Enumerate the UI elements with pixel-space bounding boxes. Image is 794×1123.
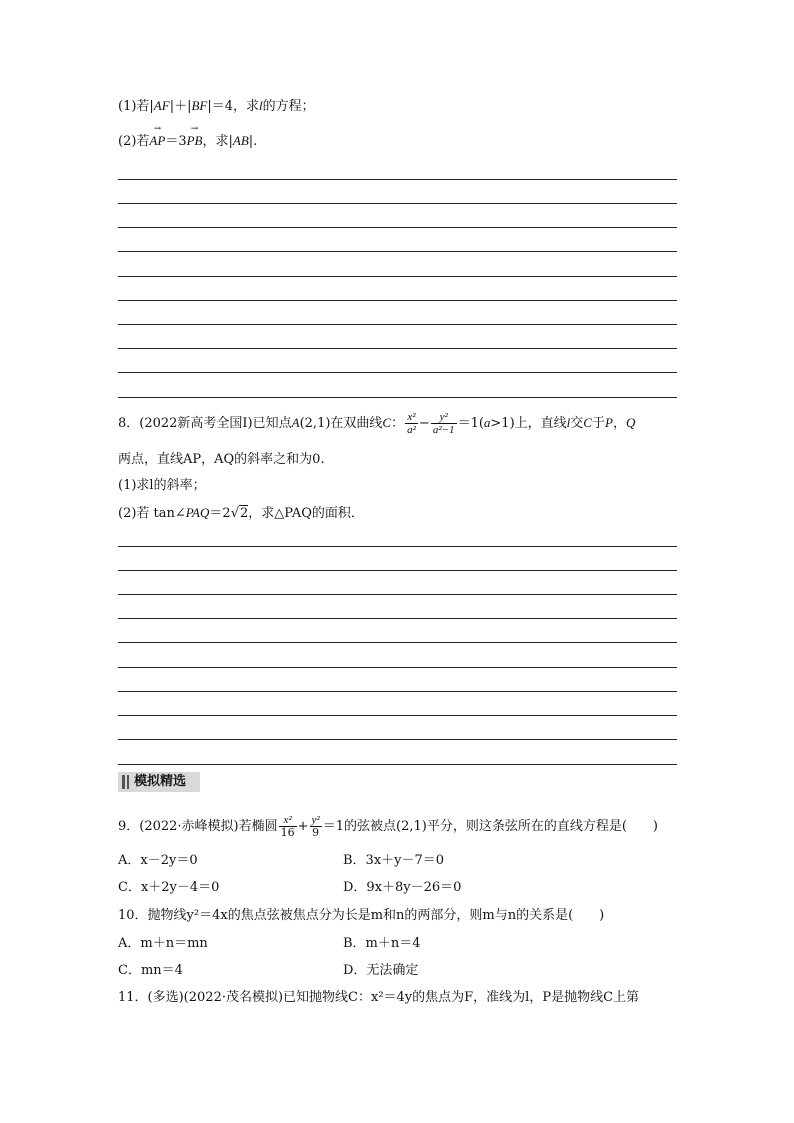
answer-line <box>118 618 677 619</box>
answer-line <box>118 348 677 349</box>
q10-option-d[interactable]: D．无法确定 <box>343 963 419 978</box>
q8-yu: 于 <box>591 416 605 431</box>
q8-a: a <box>483 415 491 430</box>
fraction-den: a² <box>407 424 416 436</box>
vector-AP <box>149 124 166 150</box>
sqrt-icon: √ <box>230 506 239 521</box>
q11-stem: 11．(多选)(2022·茂名模拟)已知抛物线C：x²＝4y的焦点为F，准线为l，P是抛物线C上第 <box>118 990 640 1005</box>
section-title-tag <box>118 772 200 792</box>
q9-stem-pre: 9．(2022·赤峰模拟)若椭圆 <box>118 819 278 834</box>
answer-line <box>118 251 677 252</box>
fraction <box>310 814 322 839</box>
q8-pt: (2,1)在双曲线 <box>299 416 383 431</box>
q8-comma: ， <box>612 416 626 431</box>
q9-stem <box>118 812 658 842</box>
section-title: 模拟精选 <box>134 774 187 789</box>
q9-option-d[interactable]: D．9x＋8y－26＝0 <box>343 880 462 895</box>
answer-line <box>118 227 677 228</box>
fraction-num: y² <box>431 411 457 424</box>
q9-option-c[interactable]: C．x＋2y－4＝0 <box>118 880 220 895</box>
section-bar-icon <box>122 775 125 789</box>
answer-line <box>118 397 677 398</box>
answer-line <box>118 739 677 740</box>
answer-line <box>118 300 677 301</box>
answer-line <box>118 570 677 571</box>
q8-line2: 两点，直线AP，AQ的斜率之和为0. <box>118 452 325 467</box>
q8-C2: C <box>583 415 592 430</box>
q8-l: l <box>566 415 571 430</box>
q8-number: 8．(2022新高考全国Ⅰ)已知点 <box>118 416 292 431</box>
fraction-den: a²−1 <box>432 424 455 436</box>
q8-line4-eq: ＝2 <box>209 506 231 521</box>
answer-line <box>118 546 677 547</box>
fraction <box>405 411 418 436</box>
q7-part1-end: 的方程； <box>262 99 315 114</box>
q7-part1 <box>118 98 315 115</box>
q10-option-b[interactable]: B．m＋n＝4 <box>343 936 421 951</box>
q8-line4-prefix: (2)若 tan∠ <box>118 506 186 521</box>
q7-part2-prefix: (2)若 <box>118 134 150 149</box>
q10-option-c[interactable]: C．mn＝4 <box>118 963 183 978</box>
fraction <box>431 411 457 436</box>
fraction-num: x² <box>279 814 297 827</box>
answer-line <box>118 324 677 325</box>
q8-Q: Q <box>625 415 636 430</box>
q8-colon: ： <box>391 416 405 431</box>
vector-PB <box>186 124 203 150</box>
answer-line <box>118 764 677 765</box>
answer-line <box>118 642 677 643</box>
answer-line <box>118 372 677 373</box>
q8-line4 <box>118 505 364 522</box>
vector-arrow-icon: → <box>153 124 162 134</box>
q8-line4-PAQ: PAQ <box>185 505 210 520</box>
section-bar-icon <box>127 775 129 789</box>
q7-part2-AB: AB <box>232 133 249 148</box>
q8-minus: − <box>418 416 430 431</box>
q7-part1-BF: BF <box>191 98 208 113</box>
answer-line <box>118 594 677 595</box>
q8-line3: (1)求l的斜率； <box>118 478 206 493</box>
q9-option-a[interactable]: A．x－2y＝0 <box>118 853 198 868</box>
answer-line <box>118 691 677 692</box>
q8-line1 <box>118 408 635 439</box>
q8-P: P <box>604 415 613 430</box>
vector-arrow-icon: → <box>190 124 199 134</box>
q8-line4-sqrt: 2 <box>239 506 249 521</box>
fraction-den: 16 <box>280 826 295 839</box>
q7-part1-mid1: |＋| <box>169 99 192 114</box>
answer-line <box>118 276 677 277</box>
q7-part1-mid2: |＝4，求 <box>207 99 259 114</box>
q8-jiao: 交 <box>570 416 584 431</box>
q10-option-a[interactable]: A．m＋n＝mn <box>118 936 208 951</box>
fraction-num: x² <box>405 411 418 424</box>
q7-part2-mid: ，求| <box>202 134 233 149</box>
q7-part2-PB: PB <box>186 133 203 148</box>
q8-eq: ＝1( <box>457 416 484 431</box>
fraction-num: y² <box>311 814 320 826</box>
answer-line <box>118 203 677 204</box>
q9-plus: + <box>297 819 309 834</box>
q7-part1-AF: AF <box>153 98 170 113</box>
q9-stem-post: ＝1的弦被点(2,1)平分，则这条弦所在的直线方程是( ) <box>322 819 658 834</box>
q7-part2 <box>118 124 258 150</box>
answer-line <box>118 715 677 716</box>
q7-part2-eq: ＝3 <box>165 134 187 149</box>
q8-C: C <box>382 415 392 430</box>
fraction-den: 9 <box>312 826 320 839</box>
q7-part2-AP: AP <box>149 133 166 148</box>
answer-line <box>118 667 677 668</box>
q8-A: A <box>291 415 300 430</box>
q7-part1-prefix: (1)若| <box>118 99 154 114</box>
fraction <box>279 814 297 839</box>
q7-part1-l: l <box>259 98 263 113</box>
q9-option-b[interactable]: B．3x＋y－7＝0 <box>343 853 445 868</box>
q8-line4-end: ，求△PAQ的面积． <box>248 506 364 521</box>
q7-part2-end: |. <box>248 134 258 149</box>
q10-stem: 10．抛物线y²＝4x的焦点弦被焦点分为长是m和n的两部分，则m与n的关系是( ) <box>118 908 605 923</box>
answer-line <box>118 179 677 180</box>
q8-cond: >1)上，直线 <box>490 416 567 431</box>
